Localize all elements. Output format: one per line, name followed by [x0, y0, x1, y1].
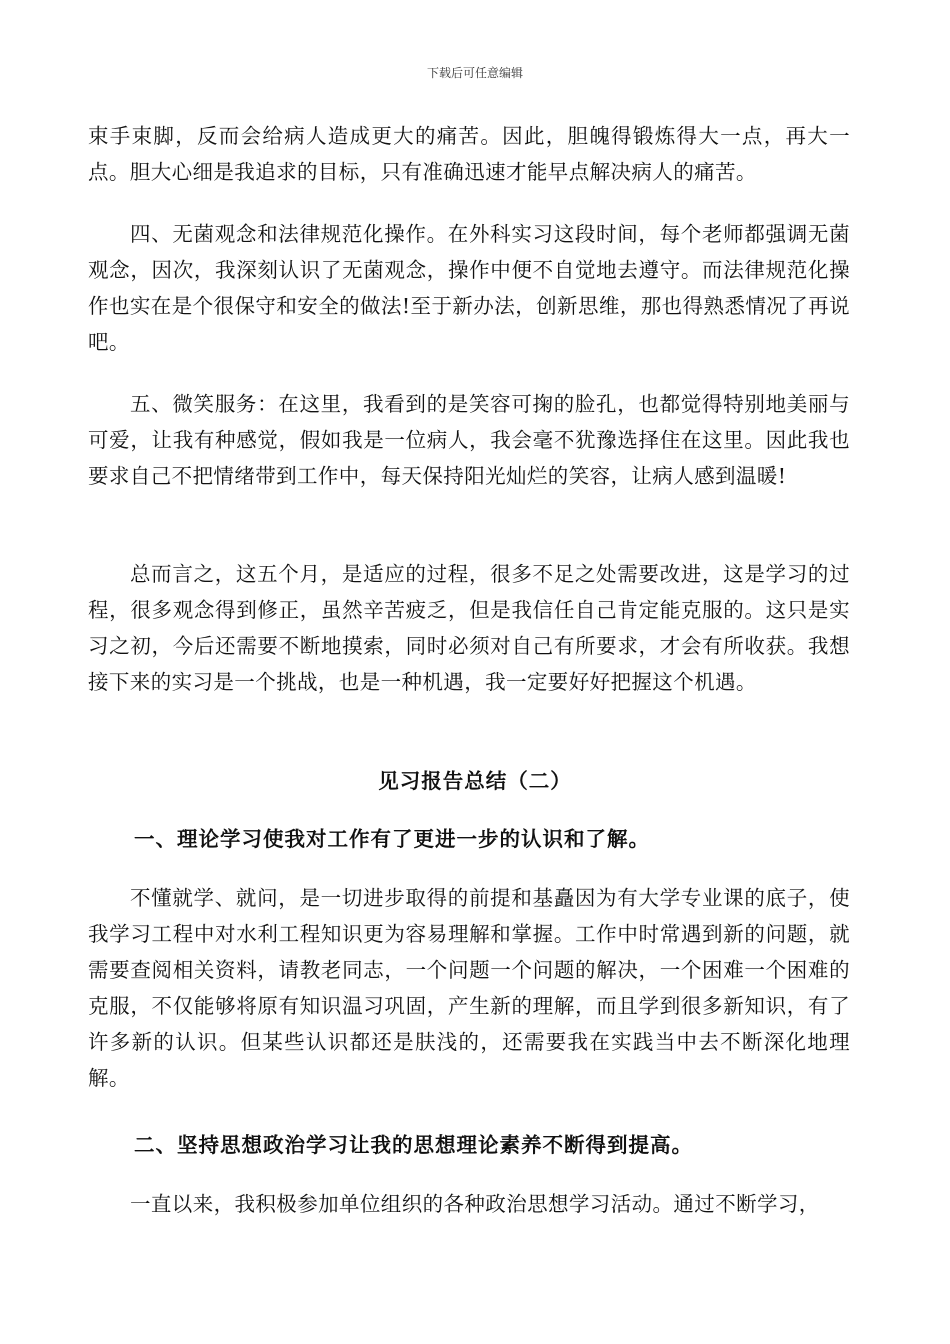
heading-political-study: 二、坚持思想政治学习让我的思想理论素养不断得到提高。	[134, 1133, 693, 1157]
paragraph-summary: 总而言之，这五个月，是适应的过程，很多不足之处需要改进，这是学习的过程，很多观念得到修正，虽然辛苦疲乏，但是我信任自己肯定能克服的。这只是实习之初，今后还需要不断地摸索，同时必须对自己有所要求，才会有所收获。我想接下来的实习是一个挑战，也是一种机遇，我一定要好好把握这个机遇。	[88, 562, 850, 694]
paragraph-smile-service: 五、微笑服务：在这里，我看到的是笑容可掬的脸孔，也都觉得特别地美丽与可爱，让我有种感觉，假如我是一位病人，我会毫不犹豫选择住在这里。因此我也要求自己不把情绪带到工作中，每天保持阳光灿烂的笑容，让病人感到温暖!	[88, 392, 850, 488]
section-title: 见习报告总结（二）	[378, 769, 572, 793]
paragraph-continued: 束手束脚，反而会给病人造成更大的痛苦。因此，胆魄得锻炼得大一点，再大一点。胆大心细是我追求的目标，只有准确迅速才能早点解决病人的痛苦。	[88, 124, 850, 184]
paragraph-aseptic-concept: 四、无菌观念和法律规范化操作。在外科实习这段时间，每个老师都强调无菌观念，因次，我深刻认识了无菌观念，操作中便不自觉地去遵守。而法律规范化操作也实在是个很保守和安全的做法!至于新办法，创新思维，那也得熟悉情况了再说吧。	[88, 222, 850, 354]
paragraph-theory-study: 不懂就学、就问，是一切进步取得的前提和基矗因为有大学专业课的底子，使我学习工程中对水利工程知识更为容易理解和掌握。工作中时常遇到新的问题，就需要查阅相关资料，请教老同志，一个问题一个问题的解决，一个困难一个困难的克服，不仅能够将原有知识温习巩固，产生新的理解，而且学到很多新知识，有了许多新的认识。但某些认识都还是肤浅的，还需要我在实践当中去不断深化地理解。	[88, 886, 850, 1090]
paragraph-political-study: 一直以来，我积极参加单位组织的各种政治思想学习活动。通过不断学习，	[130, 1192, 820, 1216]
page-header-note: 下载后可任意编辑	[426, 66, 523, 80]
heading-theory-study: 一、理论学习使我对工作有了更进一步的认识和了解。	[134, 827, 650, 851]
